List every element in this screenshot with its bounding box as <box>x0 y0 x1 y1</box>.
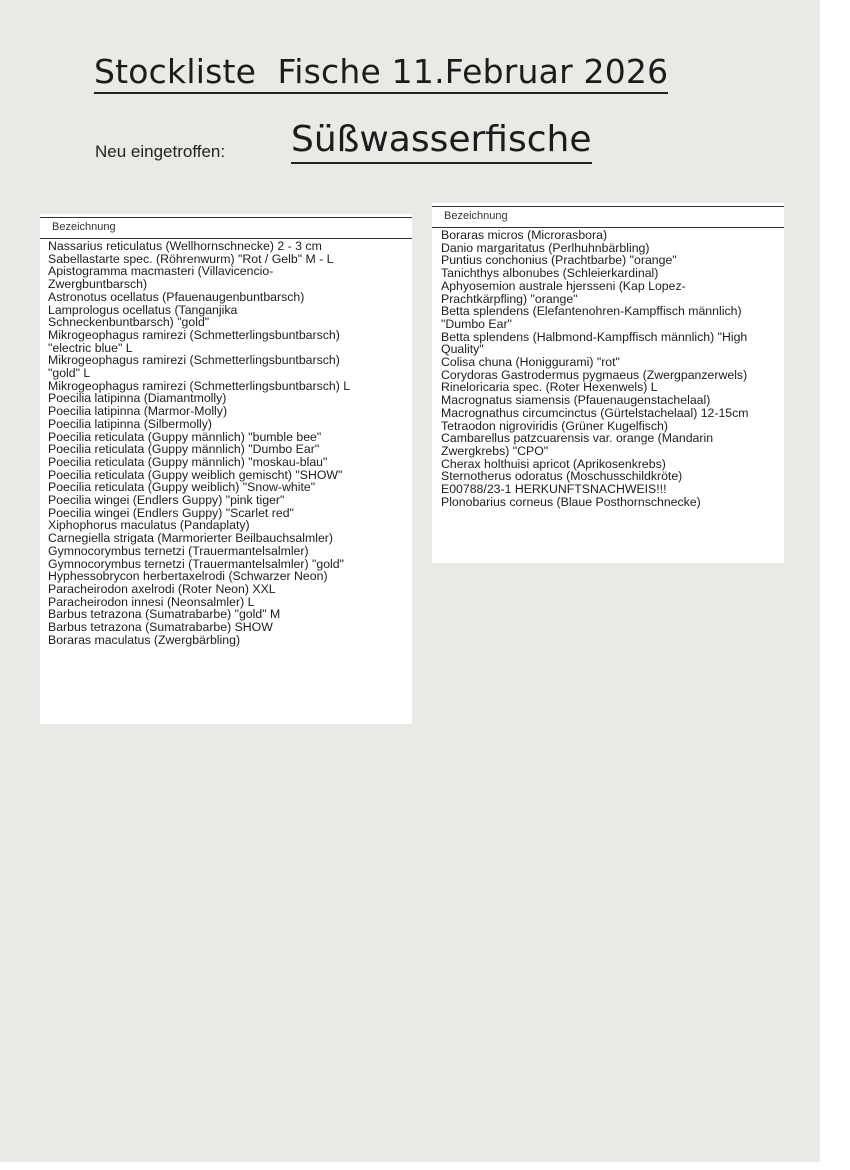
list-item: Gymnocorymbus ternetzi (Trauermantelsalmler) <box>48 543 309 558</box>
list-item: Poecilia reticulata (Guppy weiblich) "Snow-white" <box>48 480 316 495</box>
left-species-list <box>48 240 410 647</box>
list-item: Lamprologus ocellatus (Tanganjika <box>48 302 238 317</box>
list-item: Prachtkärpfling) "orange" <box>441 291 578 306</box>
list-item: Poecilia latipinna (Silbermolly) <box>48 416 213 431</box>
list-item: Danio margaritatus (Perlhuhnbärbling) <box>441 240 650 255</box>
list-item: Betta splendens (Halbmond-Kampffisch männlich) "High <box>441 329 748 344</box>
subtitle-heading: Süßwasserfische <box>291 118 592 164</box>
list-item: Cherax holthuisi apricot (Aprikosenkrebs) <box>441 456 666 471</box>
list-item: Sabellastarte spec. (Röhrenwurm) "Rot / Gelb" M - L <box>48 251 334 266</box>
list-item: Mikrogeophagus ramirezi (Schmetterlingsbuntbarsch) L <box>48 378 351 393</box>
table-top-rule <box>432 206 784 207</box>
left-stock-table <box>40 214 412 724</box>
list-item: Quality" <box>441 342 484 357</box>
list-item: Poecilia reticulata (Guppy männlich) "Dumbo Ear" <box>48 442 320 457</box>
list-item: E00788/23-1 HERKUNFTSNACHWEIS!!! <box>441 482 667 497</box>
list-item: Poecilia reticulata (Guppy weiblich gemischt) "SHOW" <box>48 467 343 482</box>
column-header: Bezeichnung <box>444 210 508 222</box>
list-item: Sternotherus odoratus (Moschusschildkröte) <box>441 469 683 484</box>
list-item: Boraras maculatus (Zwergbärbling) <box>48 632 241 647</box>
list-item: Poecilia reticulata (Guppy männlich) "moskau-blau" <box>48 454 328 469</box>
list-item: Schneckenbuntbarsch) "gold" <box>48 315 210 330</box>
right-species-list <box>441 229 781 508</box>
list-item: Rineloricaria spec. (Roter Hexenwels) L <box>441 380 658 395</box>
right-stock-table <box>432 203 784 563</box>
list-item: Gymnocorymbus ternetzi (Trauermantelsalmler) "gold" <box>48 556 344 571</box>
list-item: Poecilia latipinna (Marmor-Molly) <box>48 404 228 419</box>
list-item: Corydoras Gastrodermus pygmaeus (Zwergpanzerwels) <box>441 367 748 382</box>
list-item: Mikrogeophagus ramirezi (Schmetterlingsbuntbarsch) <box>48 327 340 342</box>
list-item: Zwergkrebs) "CPO" <box>441 443 549 458</box>
list-item: Paracheirodon axelrodi (Roter Neon) XXL <box>48 581 276 596</box>
list-item: Poecilia wingei (Endlers Guppy) "Scarlet red" <box>48 505 294 520</box>
list-item: Apistogramma macmasteri (Villavicencio- <box>48 264 274 279</box>
list-item: Boraras micros (Microrasbora) <box>441 228 608 242</box>
list-item: Tetraodon nigroviridis (Grüner Kugelfisch) <box>441 418 668 433</box>
document-title: Stockliste Fische 11.Februar 2026 <box>94 52 668 94</box>
list-item: Tanichthys albonubes (Schleierkardinal) <box>441 266 659 281</box>
list-item: Puntius conchonius (Prachtbarbe) "orange" <box>441 253 677 268</box>
list-item: Poecilia reticulata (Guppy männlich) "bumble bee" <box>48 429 322 444</box>
list-item: Hyphessobrycon herbertaxelrodi (Schwarzer Neon) <box>48 569 328 584</box>
list-item: Astronotus ocellatus (Pfauenaugenbuntbarsch) <box>48 289 305 304</box>
list-item: "gold" L <box>48 366 91 381</box>
list-item: Barbus tetrazona (Sumatrabarbe) SHOW <box>48 620 273 635</box>
list-item: Poecilia wingei (Endlers Guppy) "pink tiger" <box>48 493 285 508</box>
list-item: Mikrogeophagus ramirezi (Schmetterlingsbuntbarsch) <box>48 353 340 368</box>
list-item: Plonobarius corneus (Blaue Posthornschnecke) <box>441 494 701 509</box>
list-item: Xiphophorus maculatus (Pandaplaty) <box>48 518 250 533</box>
list-item: Aphyosemion australe hjersseni (Kap Lopez- <box>441 278 686 293</box>
list-item: "electric blue" L <box>48 340 133 355</box>
list-item: Colisa chuna (Honiggurami) "rot" <box>441 355 620 370</box>
list-item: Macrognatus siamensis (Pfauenaugenstachelaal) <box>441 393 711 408</box>
scan-margin <box>820 0 850 1170</box>
list-item: Macrognathus circumcinctus (Gürtelstachelaal) 12-15cm <box>441 405 749 420</box>
list-item: "Dumbo Ear" <box>441 316 512 331</box>
subtitle-label: Neu eingetroffen: <box>95 142 226 161</box>
list-item: Paracheirodon innesi (Neonsalmler) L <box>48 594 255 609</box>
list-item: Betta splendens (Elefantenohren-Kampffisch männlich) <box>441 304 742 319</box>
list-item: Carnegiella strigata (Marmorierter Beilbauchsalmler) <box>48 531 333 546</box>
list-item: Cambarellus patzcuarensis var. orange (Mandarin <box>441 431 714 446</box>
column-header: Bezeichnung <box>52 221 116 233</box>
list-item: Zwergbuntbarsch) <box>48 277 148 292</box>
list-item: Nassarius reticulatus (Wellhornschnecke) 2 - 3 cm <box>48 239 322 253</box>
list-item: Poecilia latipinna (Diamantmolly) <box>48 391 227 406</box>
table-top-rule <box>40 217 412 218</box>
list-item: Barbus tetrazona (Sumatrabarbe) "gold" M <box>48 607 281 622</box>
